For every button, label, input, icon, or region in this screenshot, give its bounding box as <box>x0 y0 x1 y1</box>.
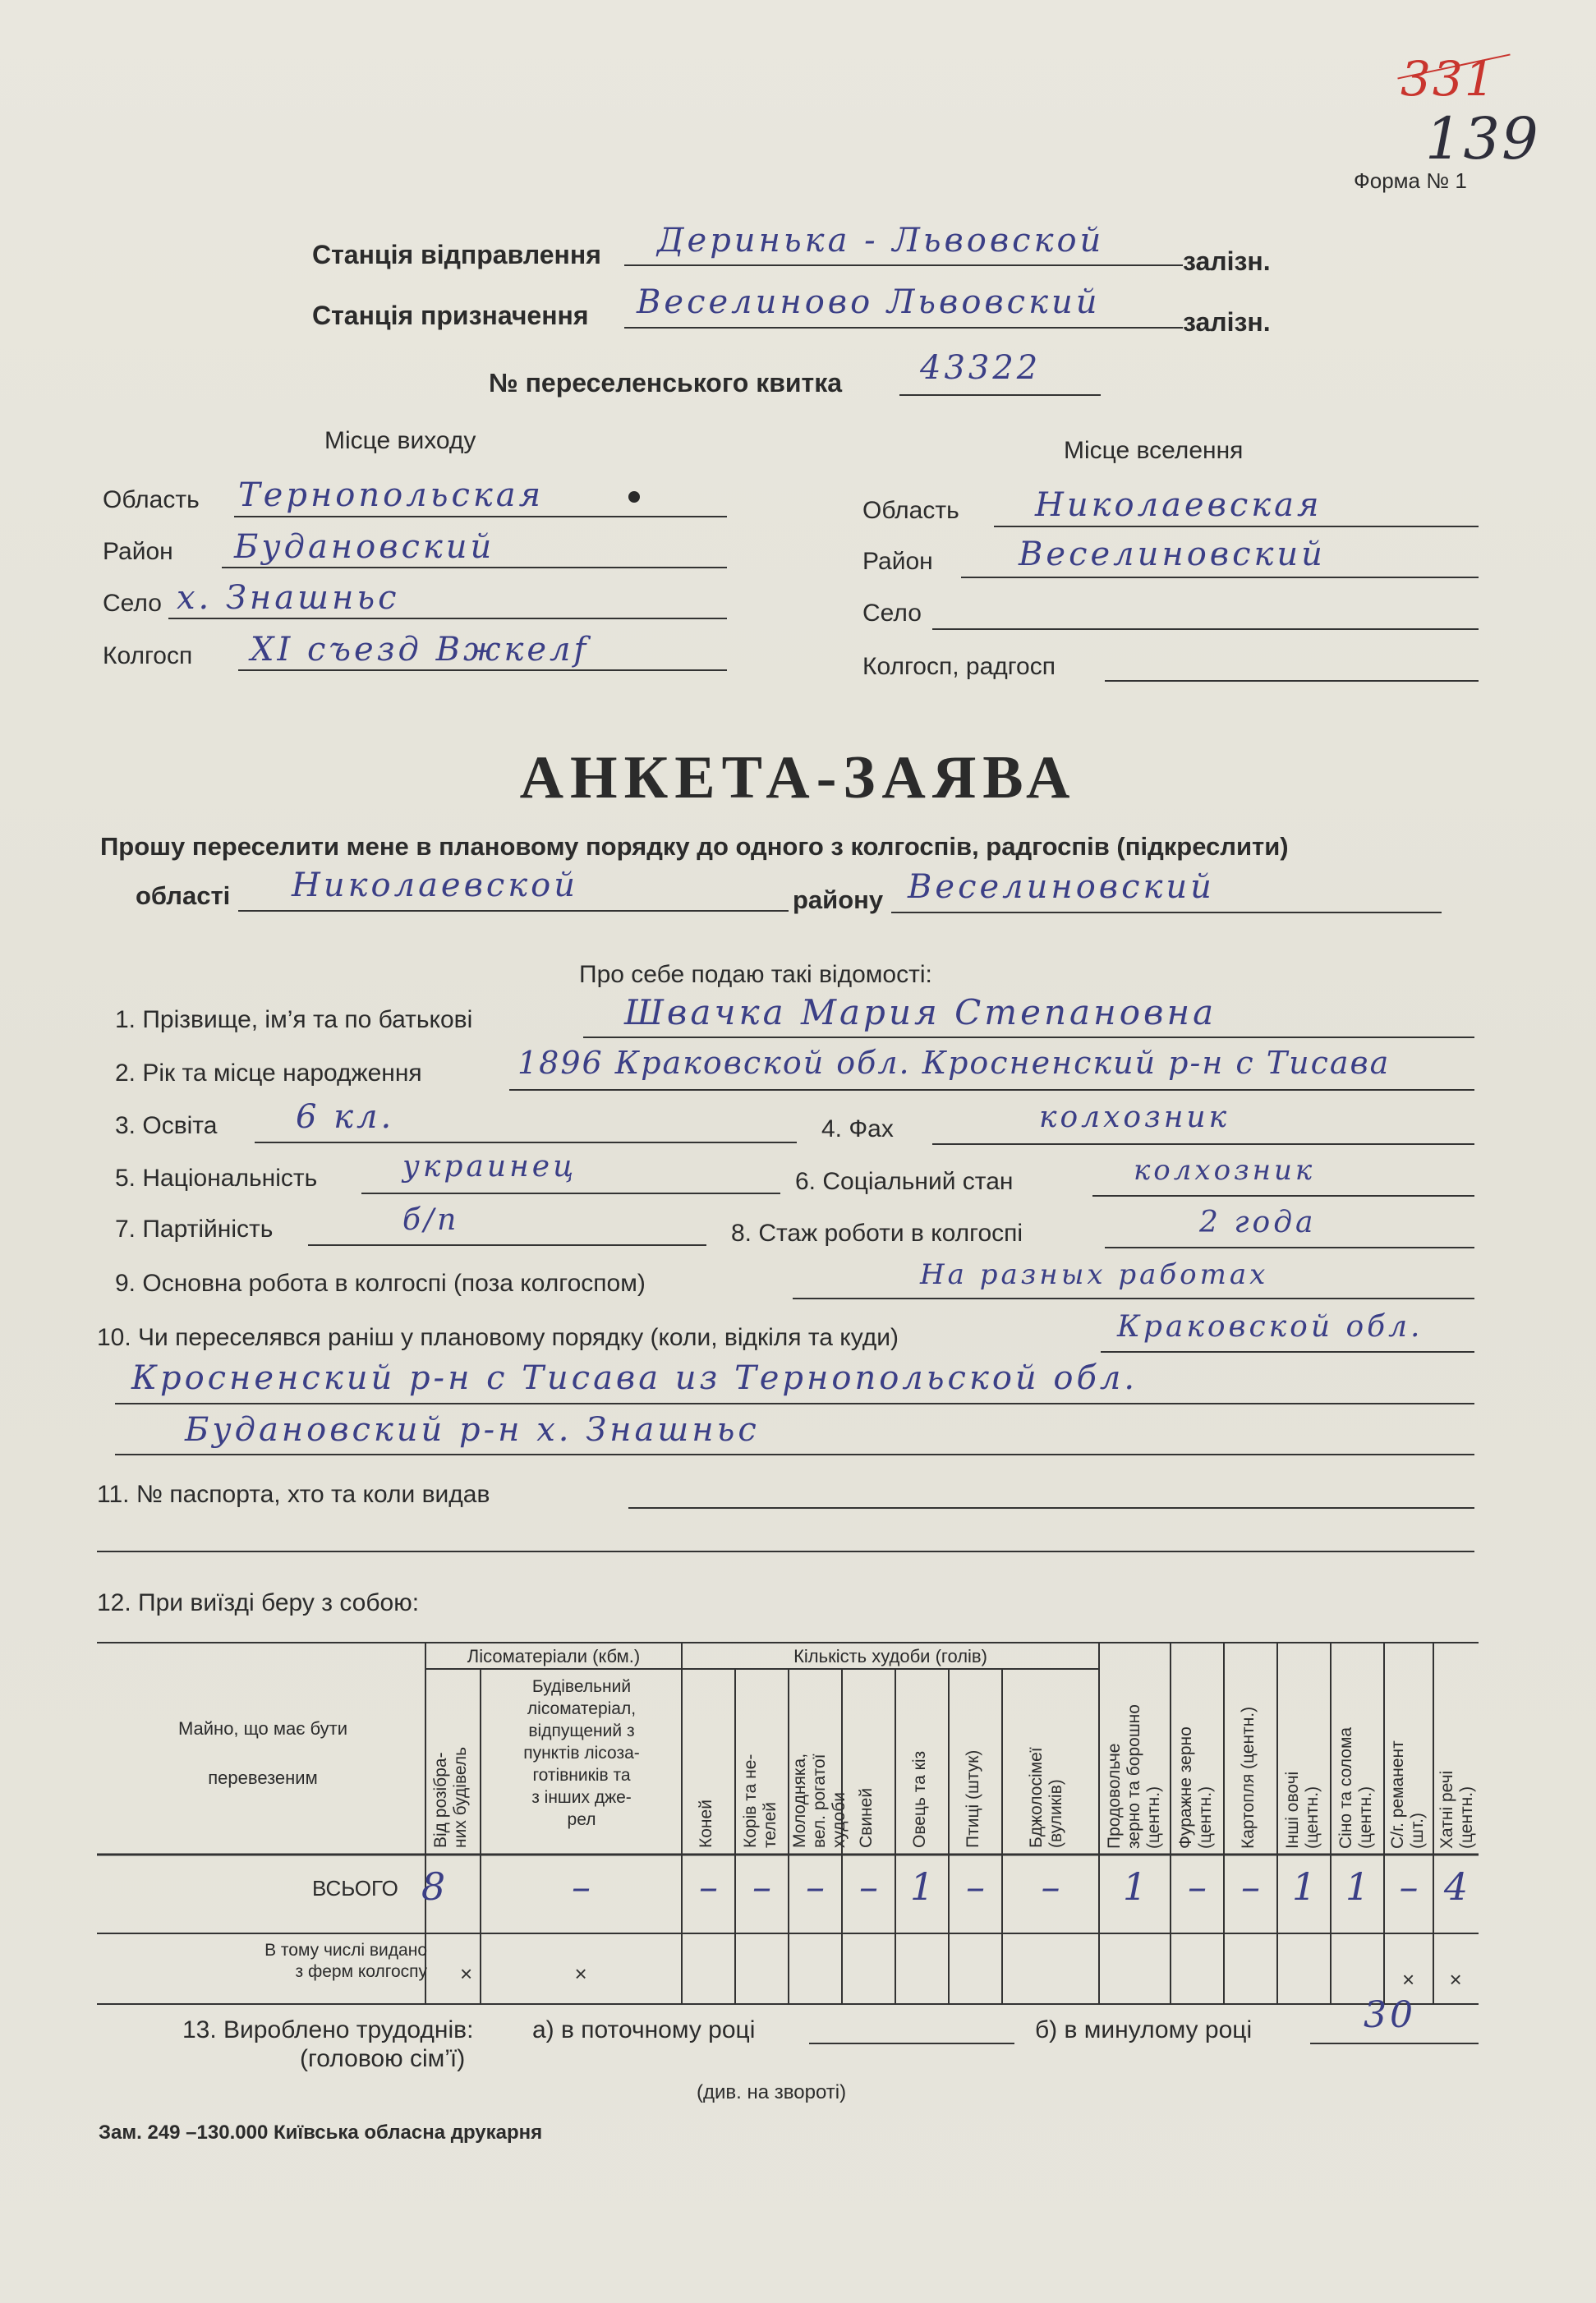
workdays-a-label: а) в поточному році <box>532 2016 756 2043</box>
origin-oblast-value: Тернопольская <box>238 476 545 514</box>
header-cows: Корів та не- телей <box>741 1754 780 1848</box>
header-dismantled: Від розібра- них будівель <box>431 1746 470 1848</box>
header-vegetables: Інші овочі (центн.) <box>1283 1771 1322 1849</box>
origin-raion-label: Район <box>103 538 173 565</box>
total-cell: – <box>966 1864 985 1909</box>
header-potato: Картопля (центн.) <box>1239 1706 1258 1849</box>
field-5-value: украинец <box>402 1150 577 1184</box>
field-5-label: 5. Національність <box>115 1165 318 1192</box>
archive-number: 139 <box>1425 105 1540 172</box>
origin-raion-value: Будановский <box>234 528 495 566</box>
dest-kolhosp-label: Колгосп, радгосп <box>862 653 1056 680</box>
farm-mark: × <box>460 1961 473 1986</box>
document-title: АНКЕТА-ЗАЯВА <box>519 744 1077 811</box>
workdays-sub: (головою сім’ї) <box>300 2045 466 2072</box>
header-building-lumber: Будівельний лісоматеріал, відпущений з пунктів лісоза- готівників та з інших дже- рел <box>523 1677 640 1829</box>
header-lumber-group: Лісоматеріали (кбм.) <box>467 1646 641 1666</box>
field-10-value-1: Краковской обл. <box>1117 1310 1424 1344</box>
printer-info: Зам. 249 –130.000 Київська обласна друкарня <box>99 2121 543 2144</box>
total-cell: – <box>1399 1864 1419 1909</box>
header-bees: Бджолосімеї (вуликів) <box>1027 1747 1065 1848</box>
total-cell: 4 <box>1443 1864 1469 1909</box>
dest-raion-value: Веселиновский <box>1019 536 1326 573</box>
row-farm-label: В тому числі видано з ферм колгоспу <box>264 1941 427 1981</box>
total-cell: 1 <box>1291 1864 1317 1909</box>
header-feed: Фуражне зерно (центн.) <box>1176 1726 1215 1849</box>
origin-selo-label: Село <box>103 590 162 617</box>
field-3-label: 3. Освіта <box>115 1112 218 1139</box>
header-grain: Продовольче зерно та борошно (центн.) <box>1105 1704 1163 1849</box>
field-4-value: колхозник <box>1039 1101 1230 1134</box>
field-10-value-2: Кросненский р-н с Тисава из Тернопольской обл. <box>131 1359 1138 1397</box>
request-raion-label: району <box>793 885 884 914</box>
field-8-label: 8. Стаж роботи в колгоспі <box>731 1220 1023 1247</box>
field-8-value: 2 года <box>1199 1206 1317 1239</box>
ticket-label: № переселенського квитка <box>489 368 843 398</box>
field-10-value-3: Будановский р-н х. Знашньс <box>185 1411 760 1449</box>
total-cell: – <box>572 1864 591 1909</box>
header-livestock-group: Кількість худоби (голів) <box>793 1646 987 1666</box>
dest-oblast-label: Область <box>862 497 959 524</box>
header-property: Майно, що має бути перевезеним <box>177 1718 348 1788</box>
request-line: Прошу переселити мене в плановому порядку до одного з колгоспів, радгоспів (підкреслити) <box>100 832 1289 861</box>
header-household: Хатні речі (центн.) <box>1437 1770 1476 1849</box>
workdays-b-label: б) в минулому році <box>1035 2016 1253 2043</box>
farm-mark: × <box>1449 1967 1462 1992</box>
field-4-label: 4. Фах <box>821 1115 894 1142</box>
field-10-label: 10. Чи переселявся раніш у плановому порядку (коли, відкіля та куди) <box>97 1324 899 1351</box>
dest-heading: Місце вселення <box>1064 437 1244 464</box>
request-oblast-label: області <box>136 881 231 910</box>
field-9-value: На разных работах <box>920 1258 1269 1291</box>
header-birds: Птиці (штук) <box>964 1749 982 1848</box>
field-2-value: 1896 Краковской обл. Кросненский р-н с Тисава <box>517 1045 1391 1081</box>
row-total-label: ВСЬОГО <box>312 1876 398 1901</box>
origin-selo-value: х. Знашньс <box>177 579 400 617</box>
field-1-label: 1. Прізвище, ім’я та по батькові <box>115 1006 473 1033</box>
rail-label-1: залізн. <box>1183 246 1271 276</box>
field-11-label: 11. № паспорта, хто та коли видав <box>97 1481 490 1508</box>
request-raion-value: Веселиновский <box>908 868 1215 906</box>
header-horses: Коней <box>697 1800 715 1848</box>
departure-label: Станція відправлення <box>312 240 601 269</box>
field-7-value: б/п <box>402 1203 460 1237</box>
total-cell: – <box>752 1864 771 1909</box>
departure-value: Деринька - Львовской <box>657 222 1105 260</box>
field-1-value: Швачка Мария Степановна <box>624 992 1217 1032</box>
header-young-cattle: Молодняка, вел. рогатої худоби <box>790 1753 849 1848</box>
destination-value: Веселиново Львовский <box>637 283 1101 321</box>
total-cell: – <box>806 1864 825 1909</box>
dest-oblast-value: Николаевская <box>1035 486 1322 524</box>
form-number: Форма № 1 <box>1354 168 1467 193</box>
total-cell: – <box>859 1864 878 1909</box>
field-2-label: 2. Рік та місце народження <box>115 1060 422 1087</box>
field-6-value: колхозник <box>1134 1154 1316 1187</box>
rail-label-2: залізн. <box>1183 307 1271 337</box>
total-cell: – <box>699 1864 718 1909</box>
header-pigs: Свиней <box>857 1787 876 1848</box>
info-heading: Про себе подаю такі відомості: <box>579 961 932 988</box>
workdays-a-line <box>809 2043 1014 2044</box>
dest-selo-label: Село <box>862 600 922 627</box>
total-cell: 1 <box>1345 1864 1370 1909</box>
reverse-note: (див. на звороті) <box>697 2081 847 2103</box>
field-6-label: 6. Соціальний стан <box>795 1168 1014 1195</box>
origin-kolhosp-value: XI съезд Вжкелf <box>251 631 590 669</box>
field-3-value: 6 кл. <box>296 1098 395 1136</box>
origin-heading: Місце виходу <box>324 427 476 454</box>
origin-oblast-label: Область <box>103 486 200 513</box>
farm-mark: × <box>574 1961 587 1986</box>
header-tools: С/г. реманент (шт.) <box>1388 1740 1427 1849</box>
request-oblast-value: Николаевской <box>292 866 579 904</box>
workdays-label: 13. Вироблено трудоднів: <box>182 2016 474 2043</box>
total-cell: – <box>1241 1864 1260 1909</box>
origin-kolhosp-label: Колгосп <box>103 642 193 669</box>
total-cell: 1 <box>909 1864 935 1909</box>
ticket-value: 43322 <box>920 349 1042 387</box>
header-hay: Сіно та солома (центн.) <box>1336 1726 1375 1849</box>
field-12-label: 12. При виїзді беру з собою: <box>97 1589 420 1616</box>
total-cell: – <box>1041 1864 1060 1909</box>
total-cell: 8 <box>421 1864 446 1909</box>
archive-number-crossed: 331 <box>1401 51 1497 107</box>
total-cell: 1 <box>1122 1864 1148 1909</box>
total-cell: – <box>1188 1864 1207 1909</box>
farm-mark: × <box>1402 1967 1415 1992</box>
dest-raion-label: Район <box>862 548 933 575</box>
workdays-b-value: 30 <box>1364 1994 1416 2036</box>
destination-label: Станція призначення <box>312 301 589 330</box>
field-9-label: 9. Основна робота в колгоспі (поза колгоспом) <box>115 1270 646 1297</box>
header-sheep: Овець та кіз <box>910 1750 929 1848</box>
field-7-label: 7. Партійність <box>115 1216 274 1243</box>
workdays-b-line <box>1310 2043 1479 2044</box>
